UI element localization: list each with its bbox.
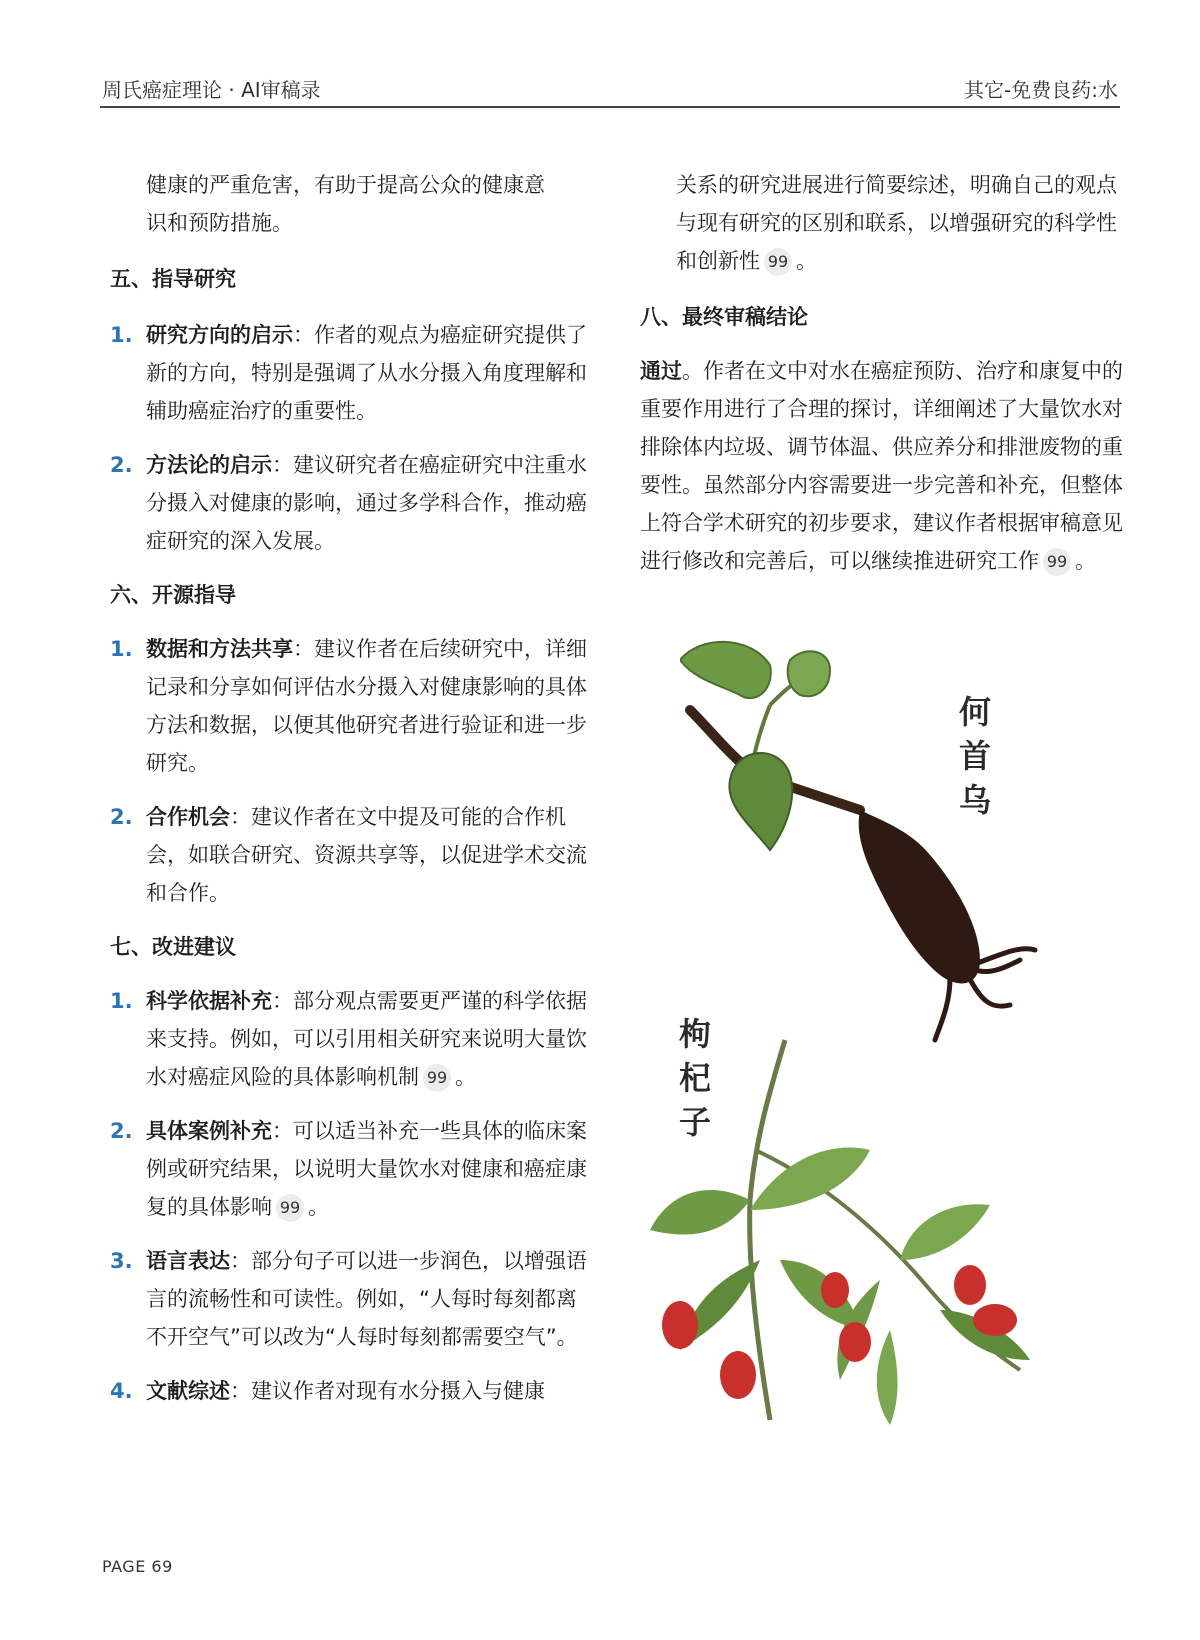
goji-berry <box>662 1301 698 1349</box>
section-6-title: 六、开源指导 <box>110 583 236 607</box>
leaf <box>680 642 771 698</box>
label-heshouwu: 何 首 乌 <box>958 693 991 819</box>
goji-berry <box>973 1304 1017 1336</box>
leaf <box>877 1330 898 1425</box>
conclusion-paragraph: 通过。作者在文中对水在癌症预防、治疗和康复中的重要作用进行了合理的探讨，详细阐述了大量饮水对排除体内垃圾、调节体温、供应养分和排泄废物的重要性。虽然部分内容需要进一步完善和补充，但整体上符合学术研究的初步要求，建议作者根据审稿意见进行修改和完善后，可以继续推进研究工作 99 。 <box>640 352 1130 580</box>
list-item: 1. 研究方向的启示：作者的观点为癌症研究提供了新的方向，特别是强调了从水分摄入角度理解和辅助癌症治疗的重要性。 <box>110 323 587 423</box>
leaf <box>729 753 792 850</box>
citation-icon[interactable]: 99 <box>764 248 792 276</box>
goji-berry <box>821 1272 849 1308</box>
list-item: 4. 文献综述：建议作者对现有水分摄入与健康 <box>110 1379 545 1403</box>
continued-paragraph: 关系的研究进展进行简要综述，明确自己的观点与现有研究的区别和联系，以增强研究的科学性和创新性 99 。 <box>640 166 1130 280</box>
page-header <box>100 72 1120 108</box>
citation-icon[interactable]: 99 <box>1043 548 1071 576</box>
left-column <box>110 166 590 1410</box>
label-gouqizi: 枸 杞 子 <box>678 1015 711 1141</box>
list-item: 3. 语言表达：部分句子可以进一步润色，以增强语言的流畅性和可读性。例如，“人每时每刻都离不开空气”可以改为“人每时每刻都需要空气”。 <box>110 1249 587 1349</box>
branch <box>750 1040 785 1420</box>
leaf <box>650 1190 750 1235</box>
goji-berry <box>839 1322 871 1362</box>
list-item: 1. 科学依据补充：部分观点需要更严谨的科学依据来支持。例如，可以引用相关研究来说明大量饮水对癌症风险的具体影响机制 99 。 <box>110 982 590 1096</box>
goji-berry <box>720 1351 756 1399</box>
book-title: 周氏癌症理论 · AI审稿录 <box>102 78 321 102</box>
root-body <box>859 810 980 983</box>
list-item: 2. 具体案例补充：可以适当补充一些具体的临床案例或研究结果，以说明大量饮水对健康和癌症康复的具体影响 99 。 <box>110 1112 590 1226</box>
section-7-title: 七、改进建议 <box>110 935 236 959</box>
page-number: PAGE 69 <box>102 1557 173 1576</box>
section-5-title: 五、指导研究 <box>110 267 236 291</box>
citation-icon[interactable]: 99 <box>276 1194 304 1222</box>
chapter-title: 其它-免费良药:水 <box>964 78 1118 102</box>
intro-paragraph: 健康的严重危害，有助于提高公众的健康意 识和预防措施。 <box>146 173 545 235</box>
leaf <box>788 651 830 696</box>
list-item: 2. 方法论的启示：建议研究者在癌症研究中注重水分摄入对健康的影响，通过多学科合作，推动癌症研究的深入发展。 <box>110 453 587 553</box>
list-item: 1. 数据和方法共享：建议作者在后续研究中，详细记录和分享如何评估水分摄入对健康影响的具体方法和数据，以便其他研究者进行验证和进一步研究。 <box>110 637 587 775</box>
list-item: 2. 合作机会：建议作者在文中提及可能的合作机会，如联合研究、资源共享等，以促进学术交流和合作。 <box>110 805 587 905</box>
citation-icon[interactable]: 99 <box>423 1064 451 1092</box>
goji-berry <box>954 1265 986 1305</box>
leaf <box>900 1204 990 1260</box>
section-8-title: 八、最终审稿结论 <box>640 305 808 329</box>
heshouwu-illustration <box>680 640 1080 1060</box>
right-column <box>640 166 1130 580</box>
